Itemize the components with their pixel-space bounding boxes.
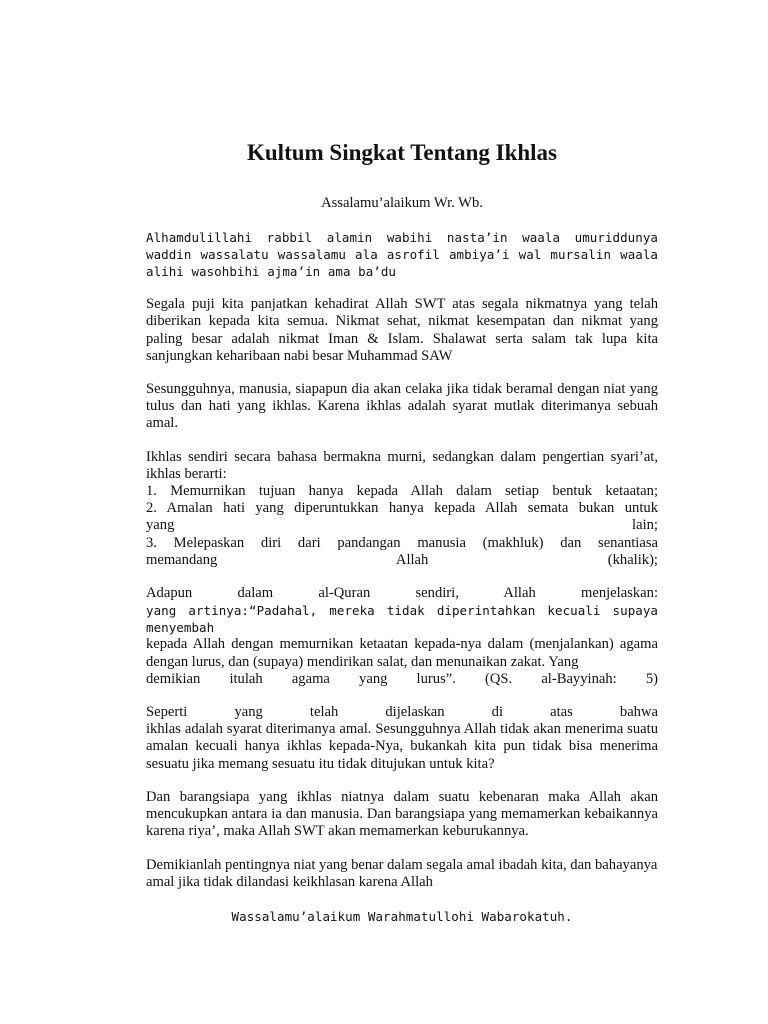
definition-item-2a: 2. Amalan hati yang diperuntukkan hanya kepada Allah semata bukan untuk <box>146 500 658 517</box>
definition-item-3b-word1: memandang <box>146 551 218 568</box>
definition-item-2b-word1: yang <box>146 517 175 534</box>
explanation-paragraph <box>146 704 658 772</box>
quran-body: kepada Allah dengan memurnikan ketaatan kepada-nya dalam (menjalankan) agama dengan lurus, dan (supaya) mendirikan salat, dan menunaikan zakat. Yang <box>146 636 658 670</box>
quran-line-2: yang artinya:“Padahal, mereka tidak diperintahkan kecuali supaya menyembah <box>146 603 658 636</box>
definition-item-1: 1. Memurnikan tujuan hanya kepada Allah dalam setiap bentuk ketaatan; <box>146 483 658 500</box>
definition-intro: Ikhlas sendiri secara bahasa bermakna murni, sedangkan dalam pengertian syari’at, ikhlas berarti: <box>146 449 658 483</box>
quran-line-1: Adapun dalam al-Quran sendiri, Allah menjelaskan: <box>146 585 658 602</box>
praise-paragraph: Segala puji kita panjatkan kehadirat Allah SWT atas segala nikmatnya yang telah diberikan kepada kita semua. Nikmat sehat, nikmat kesempatan dan nikmat yang paling besar adalah nikmat Iman & Islam. Shalawat serta salam tak lupa kita sanjungkan keharibaan nabi besar Muhammad SAW <box>146 296 658 364</box>
definition-item-3b-word2: Allah <box>395 551 429 568</box>
definition-item-2b <box>146 517 658 534</box>
quran-paragraph <box>146 585 658 688</box>
intention-paragraph: Sesungguhnya, manusia, siapapun dia akan celaka jika tidak beramal dengan niat yang tulus dan hati yang ikhlas. Karena ikhlas adalah syarat mutlak diterimanya sebuah amal. <box>146 381 658 432</box>
conclusion-paragraph: Demikianlah pentingnya niat yang benar dalam segala amal ibadah kita, dan bahayanya amal jika tidak dilandasi keikhlasan karena Allah <box>146 856 658 890</box>
sincerity-paragraph: Dan barangsiapa yang ikhlas niatnya dalam suatu kebenaran maka Allah akan mencukupkan antara ia dan manusia. Dan barangsiapa yang memamerkan kebaikannya karena riya’, maka Allah SWT akan memamerkan keburukannya. <box>146 789 658 840</box>
closing-text: Wassalamu’alaikum Warahmatullohi Wabarokatuh. <box>231 908 573 924</box>
document-title: Kultum Singkat Tentang Ikhlas <box>247 140 557 165</box>
opening-paragraph: Alhamdulillahi rabbil alamin wabihi nasta’in waala umuriddunya waddin wassalatu wassalamu ala asrofil ambiya’i wal mursalin waala alihi wasohbihi ajma’in ama ba’du <box>146 229 658 279</box>
document-body <box>146 195 658 941</box>
definition-item-2b-word2: lain; <box>632 517 658 534</box>
greeting-text: Assalamu’alaikum Wr. Wb. <box>321 195 483 211</box>
definition-item-3b-word3: (khalik); <box>607 551 658 568</box>
quran-last-line: demikian itulah agama yang lurus”. (QS. al-Bayyinah: 5) <box>146 670 658 687</box>
definition-item-3a: 3. Melepaskan diri dari pandangan manusia (makhluk) dan senantiasa <box>146 534 658 551</box>
explanation-line-1: Seperti yang telah dijelaskan di atas bahwa <box>146 704 658 721</box>
definition-item-3b <box>146 552 658 569</box>
definition-paragraph <box>146 449 658 569</box>
explanation-body: ikhlas adalah syarat diterimanya amal. Sesungguhnya Allah tidak akan menerima suatu amalan kecuali hanya ikhlas kepada-Nya, bukankah kita pun tidak bisa menerima sesuatu jika memang sesuatu itu tidak ditujukan untuk kita? <box>146 721 658 772</box>
